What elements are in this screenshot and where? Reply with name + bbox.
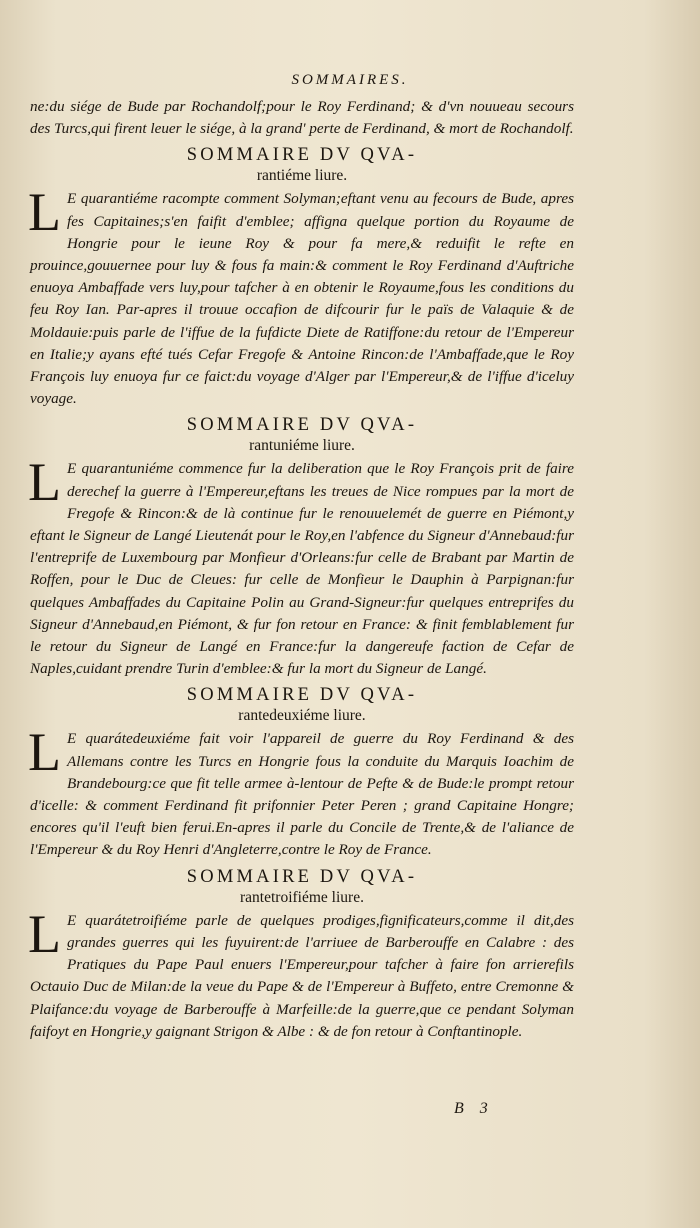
running-header: SOMMAIRES. xyxy=(291,72,409,88)
section-40 xyxy=(30,145,574,410)
section-body xyxy=(28,722,574,861)
drop-initial: L xyxy=(28,452,61,513)
section-subheading: rantetroifiéme liure. xyxy=(240,888,364,906)
section-body xyxy=(28,452,574,680)
drop-initial: L xyxy=(28,722,61,783)
section-text: E quarantuniéme commence fur la deliberation que le Roy François prit de faire derechef la guerre à l'Empereur,eftans les treues de Nice rompues par la mort de Fregofe & Rincon:& de là continue fur le renouuelemét de guerre en Piémont,y eftant le Signeur de Langé Lieutenát pour le Roy,en l'abfence du Signeur d'Annebaud:fur l'entreprife de Luxembourg par Monfieur d'Orleans:fur celle de Brabant par Martin de Roffen, pour le Duc de Cleues: fur celle de Monfieur le Dauphin à Parpignan:fur quelques Ambaffades du Capitaine Polin au Grand-Signeur:fur quelques entreprifes du Signeur d'Annebaud,en Piémont, & fur fon retour en France: & finit femblablement fur le retour du Signeur de Langé en France:fur la dangereufe faction de Cefar de Naples,cuidant prendre Turin d'emblee:& fur la mort du Signeur de Langé. xyxy=(30,460,574,678)
section-42 xyxy=(30,685,574,861)
section-subheading: rantuniéme liure. xyxy=(249,437,355,455)
section-41 xyxy=(30,415,574,680)
text-block xyxy=(30,96,574,1043)
section-heading: SOMMAIRE DV QVA- xyxy=(186,685,418,706)
section-heading: SOMMAIRE DV QVA- xyxy=(186,145,418,166)
section-heading: SOMMAIRE DV QVA- xyxy=(186,866,418,887)
section-text: E quarátedeuxiéme fait voir l'appareil de guerre du Roy Ferdinand & des Allemans contre les Turcs en Hongrie fous la conduite du Marquis Ioachim de Brandebourg:ce que fit telle armee à-lentour de Pefte & de Bude:le prompt retour d'icelle: & comment Ferdinand fit prifonnier Peter Peren ; grand Capitaine Hongre; encores qu'il l'euft bien ferui.En-apres il parle du Concile de Trente,& de l'aliance de l'Empereur & du Roy Henri d'Angleterre,contre le Roy de France. xyxy=(30,730,574,859)
section-text: E quarantiéme racompte comment Solyman;eftant venu au fecours de Bude, apres fes Capitaines;s'en faifit d'emblee; affigna quelque portion du Royaume de Hongrie pour le ieune Roy & pour fa mere,& reduifit le refte en prouince,gouuernee pour luy & fous fa main:& comment le Roy Ferdinand d'Auftriche enuoya Ambaffade vers luy,pour tafcher à en obtenir le Royaume,fous les conditions du feu Roy Ian. Par-apres il trouue occafion de difcourir fur le païs de Valaquie & de Moldauie:puis parle de l'iffue de la fufdicte Diete de Ratiffone:du retour de l'Empereur en Italie;y ayans efté tués Cefar Fregofe & Antoine Rincon:de l'Ambaffade,que le Roy François luy enuoya fur ce faict:du voyage d'Alger par l'Empereur,& de l'iffue d'iceluy voyage. xyxy=(30,190,574,408)
section-43 xyxy=(30,867,574,1043)
section-body xyxy=(28,903,574,1043)
drop-initial: L xyxy=(28,182,61,243)
opening-paragraph: ne:du siége de Bude par Rochandolf;pour le Roy Ferdinand; & d'vn nouueau secours des Turcs,qui firent leuer le siége, à la grand' perte de Ferdinand, & mort de Rochandolf. xyxy=(30,98,574,138)
signature-mark: B 3 xyxy=(454,1100,494,1117)
drop-initial: L xyxy=(28,903,61,964)
section-text: E quarátetroifiéme parle de quelques prodiges,fignificateurs,comme il dit,des grandes guerres qui les fuyuirent:de l'arriuee de Barberouffe en Calabre : des Pratiques du Pape Paul enuers l'Empereur,pour tafcher à faire fon arrierefils Octauio Duc de Milan:de la veue du Pape & de l'Empereur à Buffeto, entre Cremonne & Plaifance:du voyage de Barberouffe à Marfeille:de la guerre,que ce pendant Solyman faifoyt en Hongrie,y gaignant Strigon & Albe : & de fon retour à Conftantinople. xyxy=(30,911,574,1040)
section-heading: SOMMAIRE DV QVA- xyxy=(186,415,418,436)
section-subheading: rantedeuxiéme liure. xyxy=(238,707,366,725)
section-subheading: rantiéme liure. xyxy=(256,167,348,185)
section-body xyxy=(28,182,574,410)
